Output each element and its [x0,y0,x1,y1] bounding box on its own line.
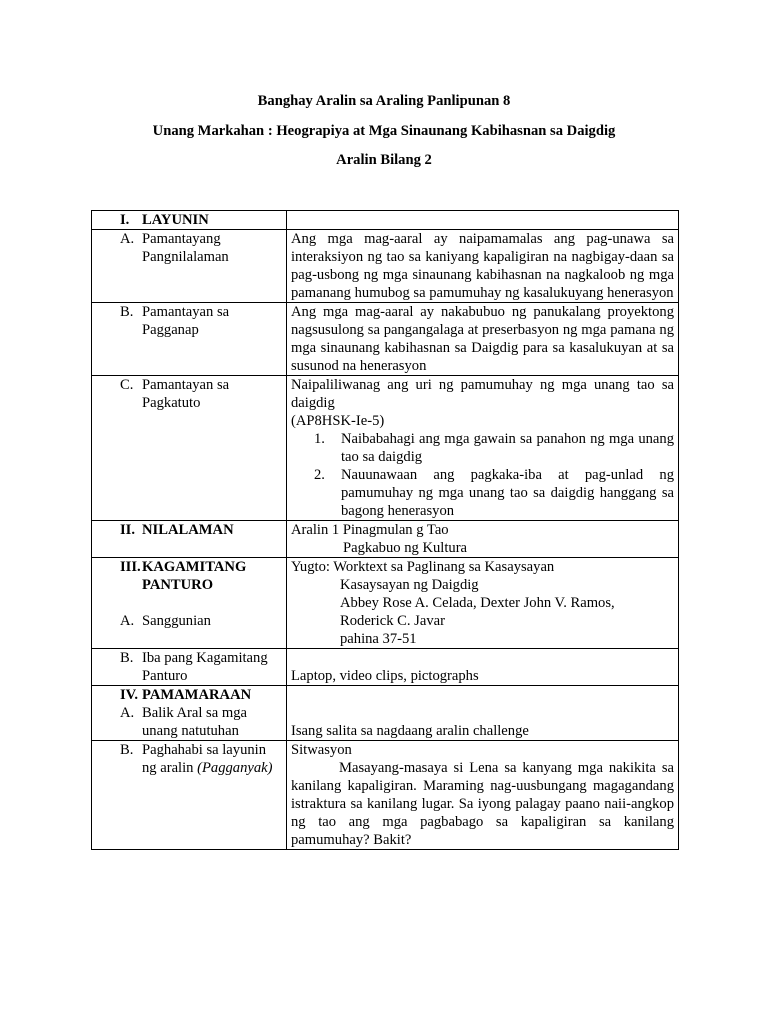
objective-number: 1. [314,431,325,447]
row-label [92,230,287,303]
reference-line: Yugto: Worktext sa Paglinang sa Kasaysayan [291,559,555,575]
section-number: III. [120,559,141,575]
table-row [92,211,679,230]
section-kagamitan [92,558,287,649]
table-row [92,303,679,376]
row-letter: A. [120,613,135,629]
section-title-line: PANTURO [142,577,214,593]
reference-line: Kasaysayan ng Daigdig [340,577,479,593]
row-content [287,376,679,521]
section-number: I. [120,212,130,228]
table-row [92,741,679,850]
reference-line: Abbey Rose A. Celada, Dexter John V. Ramos, [340,595,615,611]
section-title: LAYUNIN [142,212,209,228]
row-letter: B. [120,742,134,758]
row-label-main: Paghahabi sa layunin ng aralin [142,742,267,776]
row-content: Ang mga mag-aaral ay nakabubuo ng panukalang proyektong nagsusulong sa pangangalaga at preserbasyon ng mga pamana ng mga sinaunang kabihasnan sa Daigdig para sa kasalukuyan at sa susunod na henerasyon [287,303,679,376]
row-label [92,303,287,376]
row-label [92,741,287,850]
row-content [287,686,679,741]
row-label-text: Balik Aral sa mga unang natutuhan [142,705,247,739]
section-pamamaraan [92,686,287,741]
list-item [291,466,674,520]
section-number: II. [120,522,136,538]
row-label-italic: (Pagganyak) [197,760,273,776]
reference-line: Roderick C. Javar [340,613,445,629]
row-content [287,558,679,649]
row-label-text: Pamantayang Pangnilalaman [142,231,229,265]
table-row [92,376,679,521]
competency-code: (AP8HSK-Ie-5) [291,413,385,429]
document-subtitle: Unang Markahan : Heograpiya at Mga Sinaunang Kabihasnan sa Daigdig [152,123,616,139]
objectives-list [291,430,674,520]
row-letter: C. [120,377,134,393]
row-letter: B. [120,304,134,320]
table-row [92,649,679,686]
row-letter: A. [120,705,135,721]
row-content: Ang mga mag-aaral ay naipamamalas ang pag-unawa sa interaksiyon ng tao sa kaniyang kapaligiran na nagbigay-daan sa pag-usbong ng mga sinaunang kabihasnan na nagkaloob ng mga pamanang humubog sa pamumuhay ng kasalukuyang henerasyon [287,230,679,303]
section-number: IV. [120,687,138,703]
situation-heading: Sitwasyon [291,742,352,758]
row-label [92,376,287,521]
section-title: NILALAMAN [142,522,234,538]
content-line: Aralin 1 Pinagmulan g Tao [291,522,449,538]
table-row [92,521,679,558]
section-title-line: KAGAMITANG [142,559,247,575]
content-line: Pagkabuo ng Kultura [343,540,468,556]
lesson-plan-table [91,210,679,850]
objective-text: Nauunawaan ang pagkaka-iba at pag-unlad ng pamumuhay ng mga unang tao sa daigdig hanggang sa bagong henerasyon [341,467,674,519]
row-label-text [142,741,282,777]
table-row [92,230,679,303]
row-content [287,741,679,850]
row-letter: A. [120,231,135,247]
row-content [287,521,679,558]
section-title: PAMAMARAAN [142,687,252,703]
document-title: Banghay Aralin sa Araling Panlipunan 8 [257,93,511,109]
row-label-text: Sanggunian [142,613,211,629]
content-line: Laptop, video clips, pictographs [291,668,479,684]
section-layunin [92,211,287,230]
row-label-text: Iba pang Kagamitang Panturo [142,650,268,684]
reference-line: pahina 37-51 [340,631,417,647]
situation-text: Masayang-masaya si Lena sa kanyang mga nakikita sa kanilang kapaligiran. Maraming nag-uusbungang magagandang istraktura sa kanilang lugar. Sa iyong palagay paano naii-angkop ng tao ang mga pagbabago sa kapaligiran sa kanilang pamumuhay? Bakit? [291,760,674,848]
objective-text: Naibabahagi ang mga gawain sa panahon ng mga unang tao sa daigdig [341,431,674,465]
row-label-text: Pamantayan sa Pagkatuto [142,377,230,411]
lesson-number: Aralin Bilang 2 [336,152,432,168]
list-item [291,430,674,466]
competency-text: Naipaliliwanag ang uri ng pamumuhay ng mga unang tao sa daigdig [291,377,674,411]
row-label [92,649,287,686]
row-label-text: Pamantayan sa Pagganap [142,304,230,338]
objective-number: 2. [314,467,325,483]
row-content [287,649,679,686]
section-nilalaman [92,521,287,558]
table-row [92,558,679,649]
table-row [92,686,679,741]
section-title [142,558,282,594]
content-line: Isang salita sa nagdaang aralin challenge [291,723,529,739]
empty-cell [287,211,679,230]
row-letter: B. [120,650,134,666]
